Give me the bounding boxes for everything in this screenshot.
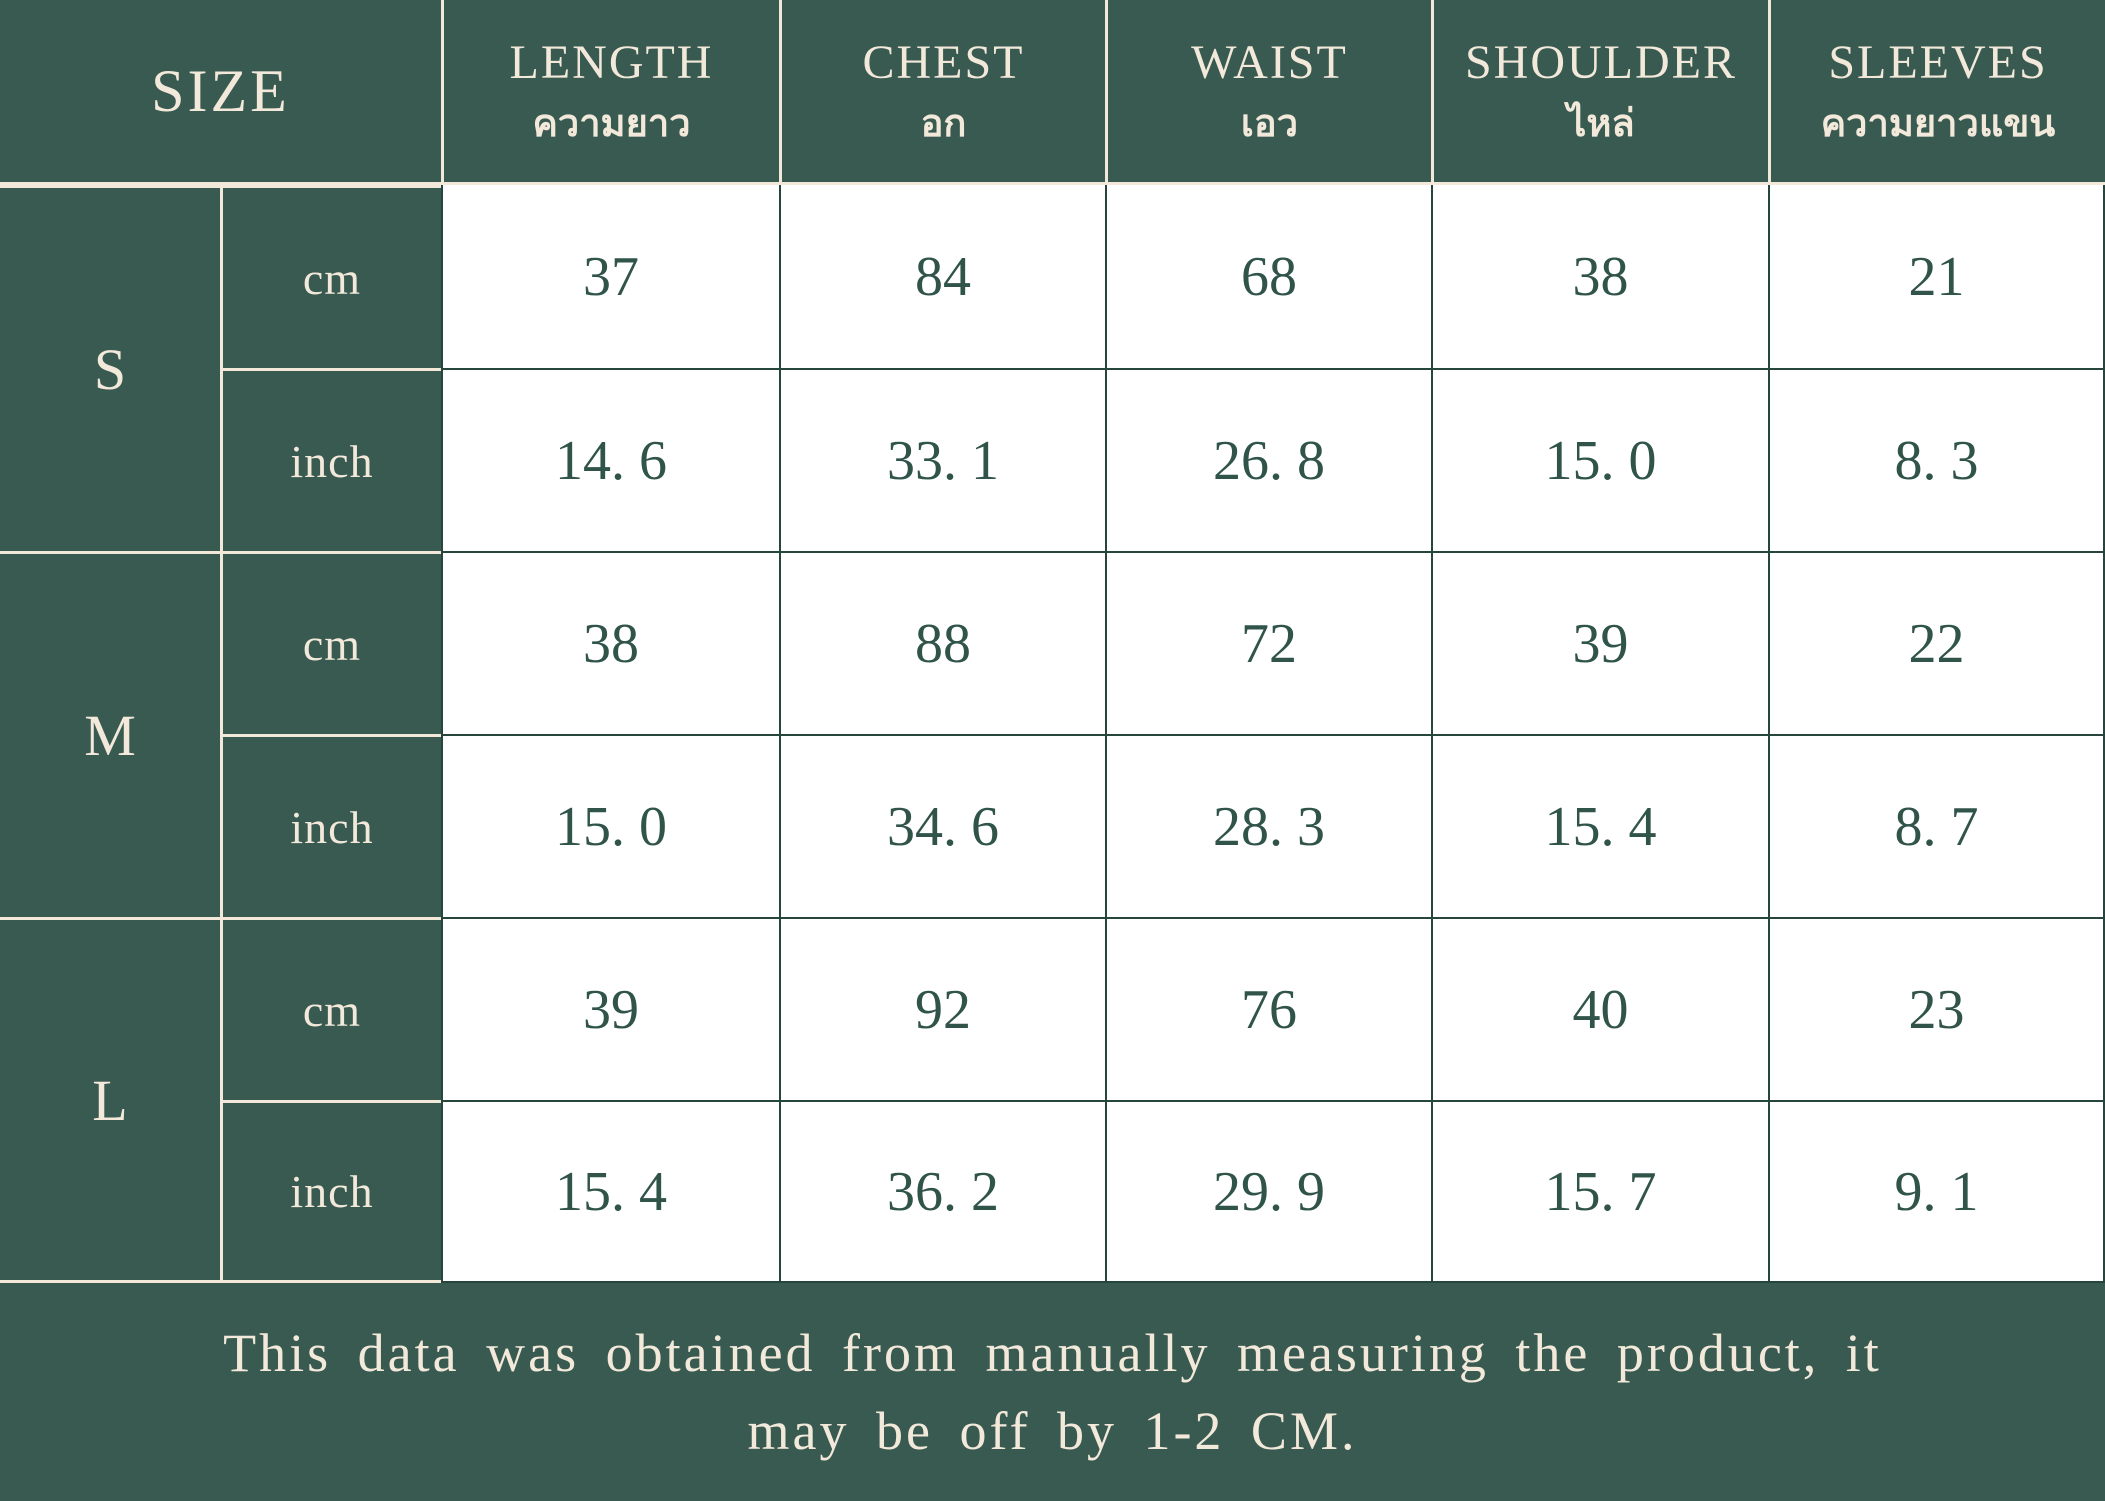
- value-cell-s-length-inch: 14. 6: [441, 368, 779, 551]
- value-cell-m-length-inch: 15. 0: [441, 734, 779, 917]
- value-cell-s-shoulder-cm: 38: [1431, 185, 1768, 368]
- unit-cell-inch: inch: [220, 734, 441, 917]
- value-cell-s-chest-cm: 84: [779, 185, 1105, 368]
- value-cell-l-waist-inch: 29. 9: [1105, 1100, 1431, 1283]
- value-cell-m-shoulder-cm: 39: [1431, 551, 1768, 734]
- value-cell-m-shoulder-inch: 15. 4: [1431, 734, 1768, 917]
- value-cell-l-length-cm: 39: [441, 917, 779, 1100]
- size-cell-s: S: [0, 185, 220, 551]
- length-header-thai: ความยาว: [532, 103, 691, 145]
- value-cell-m-sleeves-cm: 22: [1768, 551, 2105, 734]
- value-cell-s-sleeves-cm: 21: [1768, 185, 2105, 368]
- shoulder-column-header: [1431, 0, 1768, 185]
- size-cell-m: M: [0, 551, 220, 917]
- length-header-stack: [444, 0, 779, 182]
- chest-column-header: [779, 0, 1105, 185]
- sleeves-header-stack: [1771, 0, 2105, 182]
- shoulder-header-stack: [1434, 0, 1768, 182]
- value-cell-s-length-cm: 37: [441, 185, 779, 368]
- unit-cell-cm: cm: [220, 551, 441, 734]
- value-cell-m-sleeves-inch: 8. 7: [1768, 734, 2105, 917]
- row-m-inch: [0, 734, 2105, 917]
- row-l-cm: [0, 917, 2105, 1100]
- value-cell-l-waist-cm: 76: [1105, 917, 1431, 1100]
- header-row: [0, 0, 2105, 185]
- value-cell-s-chest-inch: 33. 1: [779, 368, 1105, 551]
- value-cell-l-chest-inch: 36. 2: [779, 1100, 1105, 1283]
- value-cell-s-waist-cm: 68: [1105, 185, 1431, 368]
- value-cell-l-sleeves-inch: 9. 1: [1768, 1100, 2105, 1283]
- measurement-note-stack: [0, 1283, 2105, 1501]
- chest-header-thai: อก: [920, 103, 967, 145]
- value-cell-m-waist-cm: 72: [1105, 551, 1431, 734]
- value-cell-m-chest-inch: 34. 6: [779, 734, 1105, 917]
- row-l-inch: [0, 1100, 2105, 1283]
- value-cell-l-chest-cm: 92: [779, 917, 1105, 1100]
- size-column-header: SIZE: [0, 0, 441, 185]
- unit-cell-inch: inch: [220, 1100, 441, 1283]
- value-cell-l-length-inch: 15. 4: [441, 1100, 779, 1283]
- value-cell-l-shoulder-cm: 40: [1431, 917, 1768, 1100]
- value-cell-l-shoulder-inch: 15. 7: [1431, 1100, 1768, 1283]
- value-cell-m-waist-inch: 28. 3: [1105, 734, 1431, 917]
- measurement-note-line-1: This data was obtained from manually measuring the product, it: [223, 1323, 1882, 1383]
- shoulder-header-thai: ไหล่: [1567, 103, 1635, 145]
- value-cell-s-shoulder-inch: 15. 0: [1431, 368, 1768, 551]
- sleeves-header-thai: ความยาวแขน: [1820, 103, 2056, 145]
- sleeves-column-header: [1768, 0, 2105, 185]
- value-cell-s-waist-inch: 26. 8: [1105, 368, 1431, 551]
- unit-cell-cm: cm: [220, 185, 441, 368]
- waist-header-stack: [1108, 0, 1431, 182]
- value-cell-m-chest-cm: 88: [779, 551, 1105, 734]
- row-m-cm: [0, 551, 2105, 734]
- length-column-header: [441, 0, 779, 185]
- value-cell-m-length-cm: 38: [441, 551, 779, 734]
- length-header-en: LENGTH: [509, 36, 714, 89]
- waist-header-thai: เอว: [1240, 103, 1299, 145]
- unit-cell-cm: cm: [220, 917, 441, 1100]
- row-s-cm: [0, 185, 2105, 368]
- shoulder-header-en: SHOULDER: [1464, 36, 1737, 89]
- sleeves-header-en: SLEEVES: [1828, 36, 2048, 89]
- chest-header-en: CHEST: [862, 36, 1025, 89]
- row-s-inch: [0, 368, 2105, 551]
- value-cell-s-sleeves-inch: 8. 3: [1768, 368, 2105, 551]
- waist-header-en: WAIST: [1191, 36, 1348, 89]
- waist-column-header: [1105, 0, 1431, 185]
- measurement-note: [0, 1283, 2105, 1501]
- unit-cell-inch: inch: [220, 368, 441, 551]
- measurement-note-line-2: may be off by 1-2 CM.: [747, 1401, 1358, 1461]
- chest-header-stack: [782, 0, 1105, 182]
- value-cell-l-sleeves-cm: 23: [1768, 917, 2105, 1100]
- size-cell-l: L: [0, 917, 220, 1283]
- footer-row: [0, 1283, 2105, 1501]
